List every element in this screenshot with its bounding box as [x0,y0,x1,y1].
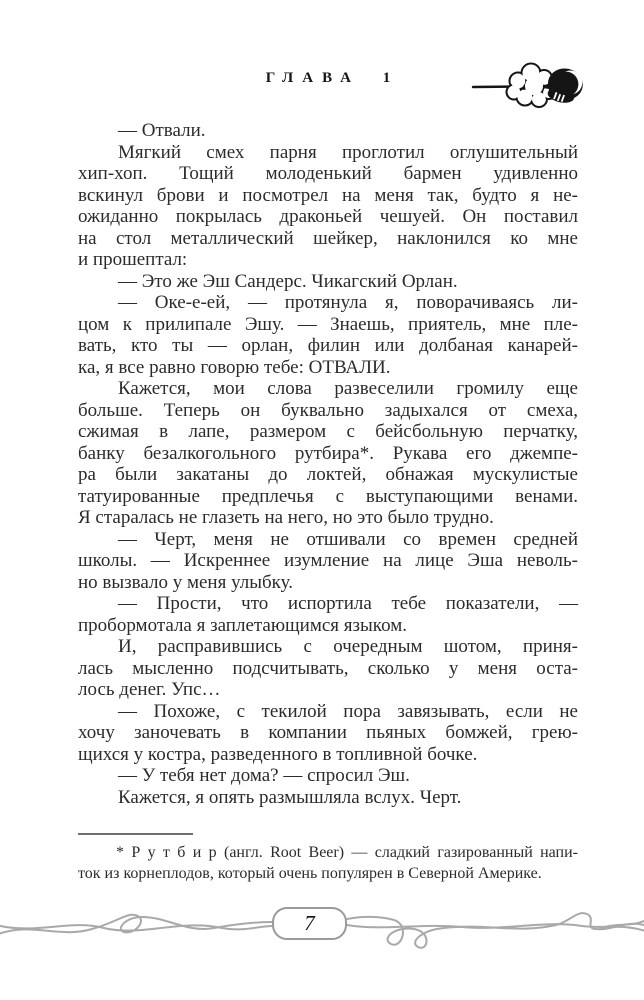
chapter-title: ГЛАВА 1 [265,70,400,86]
text-line: ка, я все равно говорю тебе: ОТВАЛИ. [78,356,391,378]
page-number-box [272,907,347,940]
text-line: вскинул брови и посмотрел на меня так, будто я не- [78,184,578,206]
footnote-text [78,843,578,884]
text-line: банку безалкогольного рутбира*. Рукава его джемпе- [78,442,578,464]
text-line: — Похоже, с текилой пора завязывать, если не [118,700,578,722]
text-line: — Это же Эш Сандерс. Чикагский Орлан. [118,270,458,292]
text-line: Кажется, я опять размышляла вслух. Черт. [118,786,462,808]
text-line: Мягкий смех парня проглотил оглушительный [118,141,578,163]
text-line: — Отвали. [118,120,206,141]
flying-puck-icon [470,58,590,116]
text-line: вать, кто ты — орлан, филин или долбаная канарей- [78,335,578,356]
text-line: и прошептал: [78,249,188,270]
text-line: сжимая в лапе, размером с бейсбольную перчатку, [78,421,578,442]
text-line: хочу заночевать в компании пьяных бомжей, грею- [78,722,578,743]
text-line: ожиданно покрылась драконьей чешуей. Он поставил [78,206,578,227]
page-footer [0,895,644,965]
hockey-puck-icon [544,65,585,106]
text-line: — Оке-е-ей, — протянула я, поворачиваясь ли- [118,292,578,313]
text-line: щихся у костра, разведенного в топливной бочке. [78,743,478,765]
text-line: больше. Теперь он буквально задыхался от смеха, [78,399,578,421]
text-line: лась мысленно подсчитывать, сколько у меня оста- [78,657,578,679]
text-line: И, расправившись с очередным шотом, приня- [118,636,578,657]
text-line: — Черт, меня не отшивали со времен средней [118,528,578,550]
footnote-line: * Р у т б и р (англ. Root Beer) — сладкий газированный напи- [116,844,578,861]
text-line: — Прости, что испортила тебе показатели, — [118,593,578,614]
page-number: 7 [304,911,315,935]
text-line: школы. — Искреннее изумление на лице Эша неволь- [78,550,578,571]
text-line: пробормотала я заплетающимся языком. [78,614,407,636]
text-line: лось денег. Упс… [78,679,221,700]
text-line: татуированные предплечья с выступающими венами. [78,485,578,507]
text-line: — У тебя нет дома? — спросил Эш. [118,765,410,786]
text-line: Кажется, мои слова развеселили громилу еще [118,378,578,399]
footnote-line: ток из корнеплодов, который очень популярен в Северной Америке. [78,864,542,882]
text-line: ра были закатаны до локтей, обнажая мускулистые [78,464,578,485]
footnote-divider [78,833,193,835]
text-line: на стол металлический шейкер, наклонился ко мне [78,227,578,249]
footnote [78,833,578,884]
text-line: хип-хоп. Тощий молоденький бармен удивленно [78,163,578,184]
text-line: но вызвало у меня улыбку. [78,571,293,593]
text-line: Я старалась не глазеть на него, но это было трудно. [78,507,494,528]
text-line: цом к прилипале Эшу. — Знаешь, приятель, мне пле- [78,313,578,335]
body-text [78,120,578,808]
